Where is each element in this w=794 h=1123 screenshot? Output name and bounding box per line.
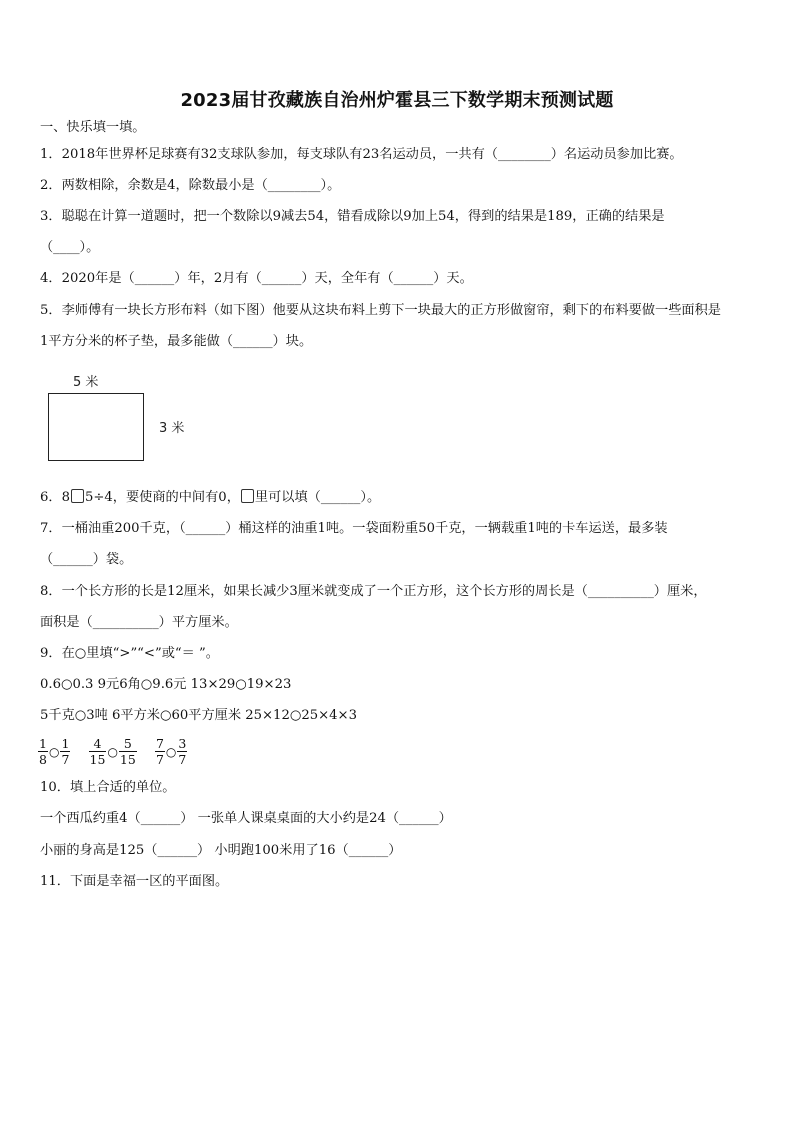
fraction: $\frac{4}{15}$ (89, 736, 106, 767)
fraction: $\frac{3}{7}$ (178, 736, 187, 767)
blank-box-icon (71, 489, 84, 503)
cloth-rectangle-figure (48, 393, 144, 461)
question-6-suffix: 里可以填（______）。 (254, 490, 381, 505)
rectangle-height-label: 3 米 (159, 421, 185, 436)
compare-circle-icon: ○ (165, 744, 177, 759)
page-title: 2023届甘孜藏族自治州炉霍县三下数学期末预测试题 (180, 90, 614, 111)
fraction: $\frac{1}{8}$ (39, 736, 47, 767)
question-4: 4．2020年是（______）年，2月有（______）天，全年有（______）天。 (40, 271, 473, 286)
question-6 (40, 489, 380, 507)
question-2: 2．两数相除，余数是4，除数最小是（________）。 (40, 178, 341, 193)
fraction-comparison (38, 736, 70, 767)
fraction: $\frac{1}{7}$ (61, 736, 70, 767)
question-10-row-1: 一个西瓜约重4（______） 一张单人课桌桌面的大小约是24（______） (40, 811, 452, 826)
fraction: $\frac{5}{15}$ (119, 736, 136, 767)
question-8-line-1: 8．一个长方形的长是12厘米，如果长减少3厘米就变成了一个正方形，这个长方形的周长是（__________）厘米， (40, 584, 707, 599)
question-5-line-2: 1平方分米的杯子垫，最多能做（______）块。 (40, 334, 313, 349)
question-3-line-1: 3．聪聪在计算一道题时，把一个数除以9减去54，错看成除以9加上54，得到的结果是189，正确的结果是 (40, 209, 665, 224)
compare-circle-icon: ○ (107, 744, 118, 759)
fraction: $\frac{7}{7}$ (155, 736, 164, 767)
question-9: 9．在○里填“>”“<”或“＝ ”。 (40, 646, 219, 661)
rectangle-width-label: 5 米 (73, 375, 99, 390)
fraction-comparison (155, 736, 187, 767)
question-9-row-2: 5千克○3吨 6平方米○60平方厘米 25×12○25×4×3 (40, 708, 358, 723)
question-3-line-2: （____）。 (40, 240, 100, 255)
question-9-row-1: 0.6○0.3 9元6角○9.6元 13×29○19×23 (40, 677, 292, 692)
question-7-line-2: （______）袋。 (40, 552, 133, 567)
question-10-row-2: 小丽的身高是125（______） 小明跑100米用了16（______） (40, 843, 402, 858)
question-9-fraction-row (38, 736, 201, 767)
question-11: 11．下面是幸福一区的平面图。 (40, 874, 229, 889)
blank-box-icon (241, 489, 254, 503)
compare-circle-icon: ○ (48, 744, 60, 759)
fraction-comparison (89, 736, 137, 767)
question-8-line-2: 面积是（__________）平方厘米。 (40, 615, 238, 630)
section-heading: 一、快乐填一填。 (40, 120, 146, 135)
question-1: 1．2018年世界杯足球赛有32支球队参加，每支球队有23名运动员，一共有（________）名运动员参加比赛。 (40, 147, 683, 162)
question-6-mid: 5÷4，要使商的中间有0， (84, 490, 240, 505)
question-6-prefix: 6．8 (40, 490, 70, 505)
question-5-line-1: 5．李师傅有一块长方形布料（如下图）他要从这块布料上剪下一块最大的正方形做窗帘，剩下的布料要做一些面积是 (40, 303, 721, 318)
question-7-line-1: 7．一桶油重200千克，（______）桶这样的油重1吨。一袋面粉重50千克，一辆载重1吨的卡车运送，最多装 (40, 521, 668, 536)
question-10: 10．填上合适的单位。 (40, 780, 176, 795)
